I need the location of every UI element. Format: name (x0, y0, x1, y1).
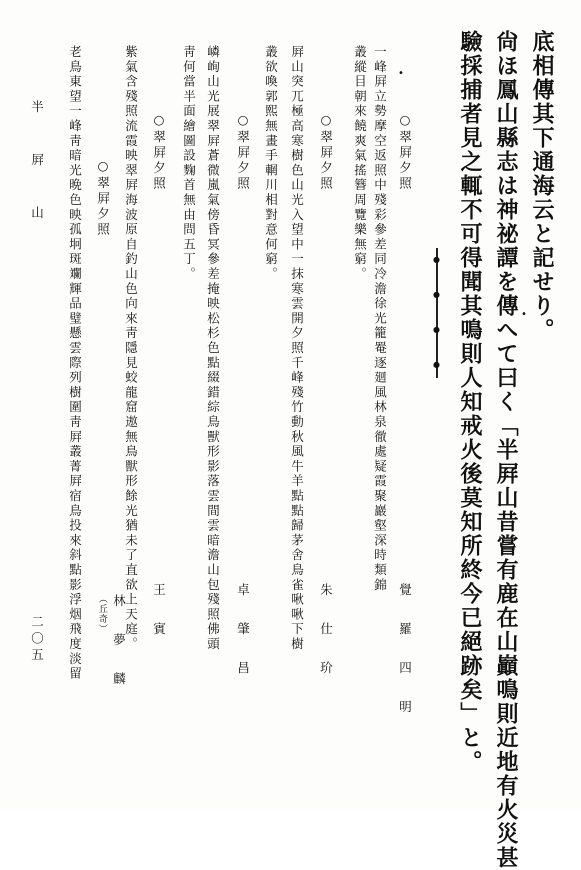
prose-line-2: 尙ほ鳳山縣志は神祕譚を傳へて曰く「半屛山昔嘗有鹿在山巓鳴則近地有火災甚 (493, 30, 519, 870)
poem-1-heading: ○翠屛夕照 (397, 112, 413, 192)
poem-5-heading: ○翠屛夕照 (95, 158, 111, 238)
section-divider (436, 248, 438, 378)
poem-2-heading: ○翠屛夕照 (318, 112, 334, 192)
running-title: 半 屛 山 (29, 100, 45, 233)
poem-5-author-note: （丘奇） (96, 594, 107, 634)
poem-3-line-1: 嶙峋山光展翠屛蒼微嵐氣傍昏冥參差掩映松杉色點綴錯綜鳥獸形影落雲間雲暗澹山包殘照佛頭 (205, 45, 221, 652)
prose-line-1: 底相傳其下通海云と記せり。 (529, 30, 555, 342)
poem-1-line-2: 叢縱目朝來饒爽氣搖簪周覽樂無窮。 (352, 45, 368, 282)
divider-ornament: ● (433, 290, 440, 299)
poem-3-author: 卓 肇 昌 (235, 583, 251, 681)
poem-4-author: 王 賓 (151, 583, 167, 642)
dot-mark: • (521, 309, 527, 320)
poem-3-line-2: 靑何當半面繪圖設麴首無由問五丁。 (181, 45, 197, 282)
divider-ornament: ● (433, 360, 440, 369)
poem-4-heading: ○翠屛夕照 (151, 112, 167, 192)
poem-4-line-1: 紫氣含殘照流霞映翠屛海波原自釣山色向來靑隱見蛟龍窟遨無鳥獸形餘光猶未了直欲上天庭。 (123, 45, 139, 652)
poem-2-line-1: 屛山突兀極高寒樹色山光入望中一抹寒雲開夕照千峰殘竹動秋風牛羊點點歸茅舍鳥雀啾啾下樹 (289, 45, 305, 652)
poem-2-line-2: 叢欲喚郭熙無畫手輞川相對意何窮。 (263, 45, 279, 282)
poem-3-heading: ○翠屛夕照 (235, 112, 251, 192)
dot-mark: • (398, 68, 404, 79)
divider-ornament: ● (433, 255, 440, 264)
prose-line-3: 驗採捕者見之輒不可得聞其鳴則人知戒火後莫知所終今已絕跡矣」と。 (457, 30, 483, 774)
poem-2-author: 朱 仕 玠 (318, 583, 334, 681)
divider-ornament: ● (433, 325, 440, 334)
poem-1-author: 覺 羅 四 明 (397, 583, 413, 720)
poem-5-author: 林 夢 麟 (111, 594, 127, 692)
poem-5-line-1: 老鳥東望一峰靑暗光晩色映孤坰斑斕輝品璧懸雲際列樹圍靑屛叢菁屛宿鳥投來斜點影浮烟飛度淡留 (67, 45, 83, 682)
page-number: 二〇五 (29, 615, 45, 665)
poem-1-line-1: 一峰屛立勢摩空返照中殘彩參差同冷澹徐光籠罨逐廻風林泉徹處疑霞聚巖壑深時類錦 (372, 45, 388, 593)
